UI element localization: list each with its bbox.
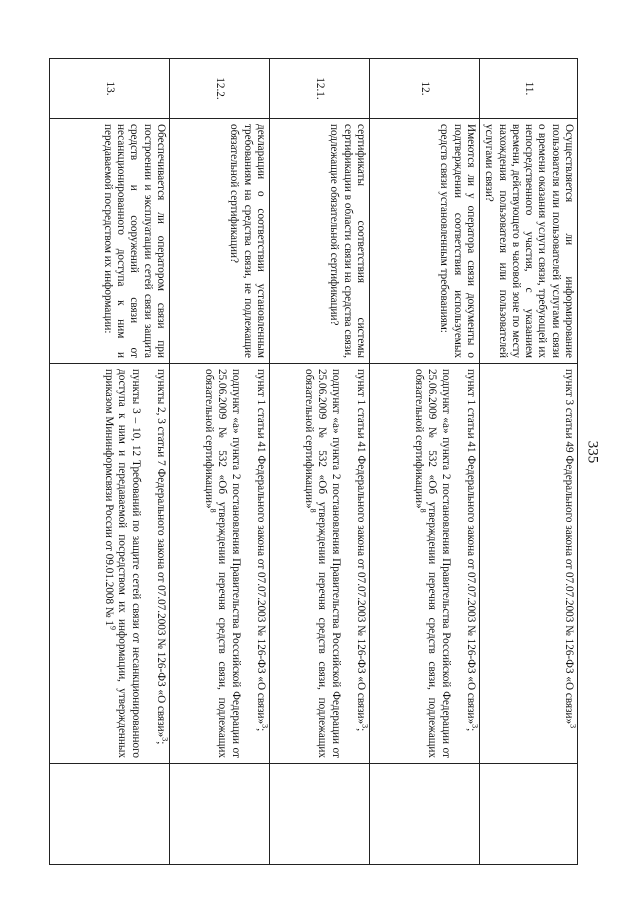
row-number: 12.1. — [269, 59, 369, 119]
reference-item — [154, 369, 170, 758]
legal-references — [169, 364, 269, 764]
reference-item — [562, 369, 578, 758]
reference-separator: ; — [464, 728, 477, 732]
legal-references — [269, 364, 369, 764]
table-row — [479, 59, 577, 865]
requirement-question: Обеспечивается ли оператором связи при построении и эксплуатации сетей связи защита средств и сооружений связи от несанкционированного доступа к ним и передаваемой посредством их информации: — [49, 119, 169, 364]
reference-text: подпункт «а» пункта 2 постановления Правительства Российской Федерации от 25.06.2009 № 532 «Об утверждении перечня средств связи, подлежащих обязательной сертификации» — [203, 369, 242, 758]
reference-item — [202, 369, 242, 758]
footnote-marker: 3 — [260, 724, 270, 729]
requirement-question: Осуществляется ли информирование пользователя или пользователей услугами связи о времени оказания услуги связи, требующей их непосредственного участия, с указанием времени, действующего в часовой зоне по месту нахождения пользователя или пользователей услугами связи? — [479, 119, 577, 364]
reference-text: пункт 1 статьи 41 Федерального закона от 07.07.2003 № 126-ФЗ «О связи» — [354, 369, 367, 725]
checklist-table-frame — [62, 58, 578, 864]
requirement-question: сертификаты соответствия системы сертификации в области связи на средства связи, подлежащие обязательной сертификации? — [269, 119, 369, 364]
reference-separator: ; — [254, 728, 267, 732]
footnote-marker: 3 — [568, 724, 578, 729]
reference-item — [464, 369, 480, 758]
legal-references — [369, 364, 479, 764]
row-number: 12.2. — [169, 59, 269, 119]
note-cell — [269, 764, 369, 865]
reference-item — [354, 369, 370, 758]
table-row — [269, 59, 369, 865]
requirement-question: Имеются ли у оператора связи документы о подтверждении соответствия используемых средств связи установленным требованиям: — [369, 119, 479, 364]
reference-item — [102, 369, 142, 758]
footnote-marker: 3 — [470, 724, 480, 729]
footnote-marker: 8 — [208, 508, 218, 513]
checklist-table — [49, 58, 578, 865]
row-number: 13. — [49, 59, 169, 119]
reference-text: пункт 1 статьи 41 Федерального закона от 07.07.2003 № 126-ФЗ «О связи» — [464, 369, 477, 725]
reference-text: пункт 1 статьи 41 Федерального закона от 07.07.2003 № 126-ФЗ «О связи» — [254, 369, 267, 725]
table-row — [49, 59, 169, 865]
note-cell — [369, 764, 479, 865]
reference-separator: ; — [354, 728, 367, 732]
table-row — [369, 59, 479, 865]
legal-references — [49, 364, 169, 764]
table-row — [169, 59, 269, 865]
row-number: 12. — [369, 59, 479, 119]
footnote-marker: 8 — [308, 508, 318, 513]
note-cell — [169, 764, 269, 865]
reference-gap — [242, 369, 254, 758]
reference-gap — [342, 369, 354, 758]
reference-item — [302, 369, 342, 758]
footnote-marker: 8 — [418, 508, 428, 513]
reference-text: пункты 3 – 10, 12 Требований по защите сетей связи от несанкционированного доступа к ним и передаваемой посредством их информации, утвержденных приказом Мининформсвязи России от 09.01.2008 № 1 — [103, 369, 142, 758]
footnote-marker: 3 — [360, 724, 370, 729]
page-number: 335 — [584, 440, 601, 464]
footnote-marker: 9 — [108, 625, 118, 630]
row-number: 11. — [479, 59, 577, 119]
rotated-page-content — [62, 58, 578, 864]
reference-item — [254, 369, 270, 758]
note-cell — [479, 764, 577, 865]
note-cell — [49, 764, 169, 865]
reference-item — [412, 369, 452, 758]
checklist-table-body — [49, 59, 577, 865]
legal-references — [479, 364, 577, 764]
reference-text: пункт 3 статьи 49 Федерального закона от 07.07.2003 № 126-ФЗ «О связи» — [563, 369, 575, 725]
reference-text: подпункт «а» пункта 2 постановления Правительства Российской Федерации от 25.06.2009 № 532 «Об утверждении перечня средств связи, подлежащих обязательной сертификации» — [303, 369, 342, 758]
footnote-marker: 3 — [160, 737, 170, 742]
reference-gap — [452, 369, 464, 758]
reference-separator: ; — [154, 741, 167, 745]
reference-gap — [142, 369, 154, 758]
reference-text: пункты 2, 3 статьи 7 Федерального закона от 07.07.2003 № 126-ФЗ «О связи» — [154, 369, 167, 738]
reference-text: подпункт «а» пункта 2 постановления Правительства Российской Федерации от 25.06.2009 № 532 «Об утверждении перечня средств связи, подлежащих обязательной сертификации» — [413, 369, 452, 758]
requirement-question: декларации о соответствии установленным требованиям на средства связи, не подлежащие обязательной сертификации? — [169, 119, 269, 364]
